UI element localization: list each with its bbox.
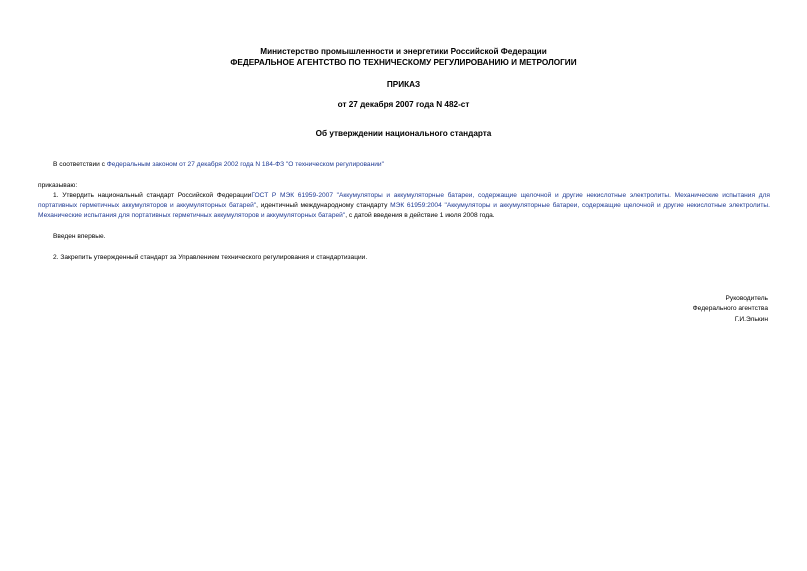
agency-name: ФЕДЕРАЛЬНОЕ АГЕНТСТВО ПО ТЕХНИЧЕСКОМУ РЕГУЛИРОВАНИЮ И МЕТРОЛОГИИ	[230, 57, 577, 67]
basis-paragraph	[38, 160, 770, 170]
item-1-paragraph	[38, 191, 770, 222]
introduced-note: Введен впервые.	[53, 233, 106, 240]
signature-name: Г.И.Элькин	[734, 315, 768, 323]
order-word: приказываю:	[38, 182, 78, 189]
document-date: от 27 декабря 2007 года N 482-ст	[337, 100, 470, 109]
basis-prefix: В соответствии с	[53, 161, 107, 168]
document-subject: Об утверждении национального стандарта	[315, 129, 492, 138]
item-1-middle: , идентичный международному стандарту	[256, 202, 391, 210]
ministry-name: Министерство промышленности и энергетики Российской Федерации	[260, 47, 547, 56]
signature-position-1: Руководитель	[725, 295, 768, 302]
gost-standard-link[interactable]: ГОСТ Р МЭК 61959-2007 "Аккумуляторы и аккумуляторные батареи, содержащие щелочной и другие некислотные электролиты. Механические испытания для портативных герметичных аккумуляторов и аккумуляторных батарей"	[38, 192, 770, 210]
federal-law-link[interactable]: Федеральным законом от 27 декабря 2002 года N 184-ФЗ "О техническом регулировании"	[106, 161, 384, 168]
signature-position-2: Федерального агентства	[692, 305, 768, 313]
document-header	[0, 47, 807, 68]
item-2-paragraph: 2. Закрепить утвержденный стандарт за Управлением технического регулирования и стандартизации.	[53, 254, 368, 261]
signature-block	[693, 294, 768, 325]
item-1-suffix: , с датой введения в действие 1 июля 2008 года.	[345, 212, 495, 220]
document-type: ПРИКАЗ	[386, 80, 421, 89]
iec-standard-link[interactable]: МЭК 61959:2004 "Аккумуляторы и аккумуляторные батареи, содержащие щелочной и другие некислотные электролиты. Механические испытания для портативных герметичных аккумуляторов и аккумуляторных батарей"	[38, 202, 771, 220]
item-1-prefix: 1. Утвердить национальный стандарт Российской Федерации	[53, 192, 252, 199]
